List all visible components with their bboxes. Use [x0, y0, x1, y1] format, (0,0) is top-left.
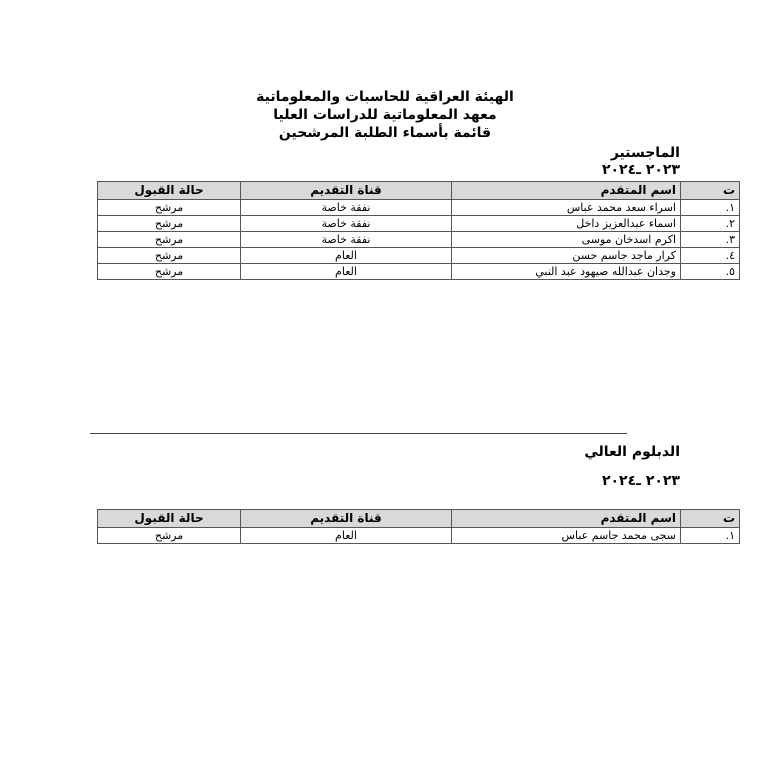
- row-num: ٣.: [681, 232, 740, 248]
- col-channel-header: قناة التقديم: [241, 182, 452, 200]
- row-status: مرشح: [98, 248, 241, 264]
- masters-year: ٢٠٢٣ ـ٢٠٢٤: [601, 162, 680, 178]
- row-num: ٥.: [681, 264, 740, 280]
- row-status: مرشح: [98, 264, 241, 280]
- col-num-header: ت: [681, 182, 740, 200]
- row-status: مرشح: [98, 216, 241, 232]
- table-row: [98, 216, 740, 232]
- col-name-header: اسم المتقدم: [452, 510, 681, 528]
- col-status-header: حالة القبول: [98, 510, 241, 528]
- row-channel: نفقة خاصة: [241, 216, 452, 232]
- table-row: [98, 200, 740, 216]
- diploma-year: ٢٠٢٣ ـ٢٠٢٤: [601, 473, 680, 489]
- row-channel: العام: [241, 264, 452, 280]
- institute-title: معهد المعلوماتية للدراسات العليا: [273, 107, 497, 123]
- row-name: اسراء سعد محمد عباس: [452, 200, 681, 216]
- row-status: مرشح: [98, 232, 241, 248]
- col-name-header: اسم المتقدم: [452, 182, 681, 200]
- row-name: كرار ماجد جاسم حسن: [452, 248, 681, 264]
- row-num: ٤.: [681, 248, 740, 264]
- col-num-header: ت: [681, 510, 740, 528]
- row-name: سجى محمد جاسم عباس: [452, 528, 681, 544]
- table-header-row: [98, 182, 740, 200]
- row-name: وجدان عبدالله صيهود عبد النبي: [452, 264, 681, 280]
- org-title: الهيئة العراقية للحاسبات والمعلوماتية: [256, 89, 514, 105]
- table-row: [98, 232, 740, 248]
- row-num: ١.: [681, 528, 740, 544]
- row-num: ١.: [681, 200, 740, 216]
- row-channel: العام: [241, 528, 452, 544]
- table-row: [98, 248, 740, 264]
- col-status-header: حالة القبول: [98, 182, 241, 200]
- table-row: [98, 528, 740, 544]
- row-name: اكرم اسدخان موسى: [452, 232, 681, 248]
- table-row: [98, 264, 740, 280]
- row-num: ٢.: [681, 216, 740, 232]
- row-status: مرشح: [98, 200, 241, 216]
- section-divider: [90, 433, 627, 434]
- diploma-title: الدبلوم العالي: [584, 444, 680, 460]
- masters-table: [97, 181, 740, 280]
- diploma-table: [97, 509, 740, 544]
- row-channel: نفقة خاصة: [241, 232, 452, 248]
- table-header-row: [98, 510, 740, 528]
- row-channel: نفقة خاصة: [241, 200, 452, 216]
- row-channel: العام: [241, 248, 452, 264]
- row-status: مرشح: [98, 528, 241, 544]
- list-title: قائمة بأسماء الطلبة المرشحين: [278, 125, 492, 141]
- col-channel-header: قناة التقديم: [241, 510, 452, 528]
- row-name: اسماء عبدالعزيز داخل: [452, 216, 681, 232]
- masters-title: الماجستير: [610, 145, 680, 161]
